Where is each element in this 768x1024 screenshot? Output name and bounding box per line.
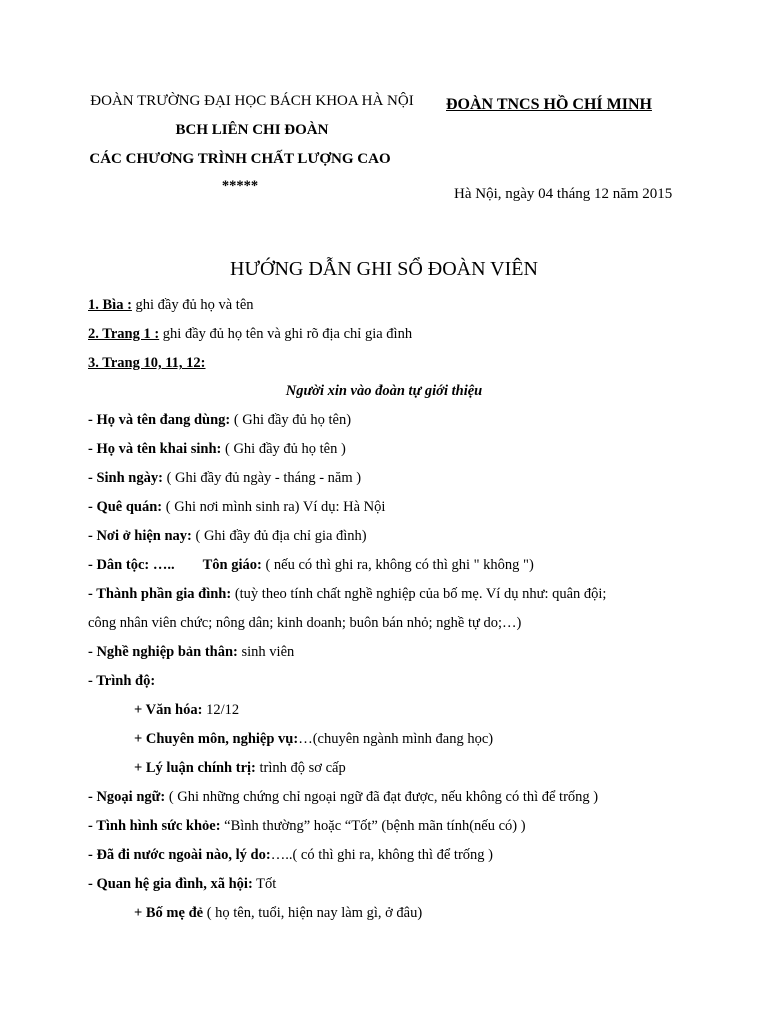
field-label: - Tình hình sức khỏe: <box>88 818 221 834</box>
section-2-label: 2. Trang 1 : <box>88 326 160 342</box>
header-org-line1: ĐOÀN TRƯỜNG ĐẠI HỌC BÁCH KHOA HÀ NỘI <box>90 93 414 109</box>
section-2-text: ghi đầy đủ họ tên và ghi rõ địa chỉ gia đình <box>159 326 413 342</box>
field-text: ( Ghi những chứng chỉ ngoại ngữ đã đạt được, nếu không có thì để trống ) <box>165 789 599 805</box>
field-education-level <box>88 673 155 690</box>
field-relations <box>88 876 276 893</box>
field-birth-name <box>88 441 346 458</box>
field-health <box>88 818 526 835</box>
field-current-address <box>88 528 367 545</box>
field-general-education <box>134 702 239 719</box>
field-current-name <box>88 412 351 429</box>
field-text: Tốt <box>252 876 277 892</box>
field-text: sinh viên <box>237 644 295 660</box>
field-label: - Họ và tên khai sinh: <box>88 441 222 457</box>
header-date: Hà Nội, ngày 04 tháng 12 năm 2015 <box>454 186 673 202</box>
field-label: - Quê quán: <box>88 499 163 515</box>
field-label: - Ngoại ngữ: <box>88 789 166 805</box>
field-ethnicity-religion <box>88 557 534 574</box>
field-text: ( Ghi đầy đủ địa chỉ gia đình) <box>191 528 367 544</box>
header-org-line2: BCH LIÊN CHI ĐOÀN <box>175 122 329 138</box>
field-label: - Dân tộc: ….. <box>88 557 175 573</box>
field-label: - Nghề nghiệp bản thân: <box>88 644 238 660</box>
field-specialization <box>134 731 493 748</box>
field-text: ( Ghi đầy đủ họ tên ) <box>221 441 346 457</box>
field-text: ( Ghi nơi mình sinh ra) Ví dụ: Hà Nội <box>162 499 386 515</box>
field-abroad <box>88 847 493 864</box>
field-hometown <box>88 499 385 516</box>
section-1-label: 1. Bìa : <box>88 297 132 313</box>
field-foreign-language <box>88 789 598 806</box>
section-3-label: 3. Trang 10, 11, 12: <box>88 355 206 371</box>
field-label: + Văn hóa: <box>134 702 203 718</box>
field-label: - Sinh ngày: <box>88 470 163 486</box>
header-union-title: ĐOÀN TNCS HỒ CHÍ MINH <box>446 96 652 113</box>
field-label: - Nơi ở hiện nay: <box>88 528 192 544</box>
field-text: ( nếu có thì ghi ra, không có thì ghi " không ") <box>261 557 534 573</box>
header-stars: ***** <box>221 178 259 194</box>
document-title: HƯỚNG DẪN GHI SỔ ĐOÀN VIÊN <box>230 258 538 280</box>
field-text: (tuỳ theo tính chất nghề nghiệp của bố mẹ. Ví dụ như: quân đội; <box>231 586 607 602</box>
field-occupation <box>88 644 294 661</box>
field-text: ( họ tên, tuổi, hiện nay làm gì, ở đâu) <box>203 905 423 921</box>
field-label: + Lý luận chính trị: <box>134 760 256 776</box>
field-label-religion: Tôn giáo: <box>202 557 262 573</box>
field-text: 12/12 <box>202 702 240 718</box>
field-label: - Trình độ: <box>88 673 156 689</box>
section-2 <box>88 326 412 343</box>
field-label: - Đã đi nước ngoài nào, lý do: <box>88 847 271 863</box>
field-text: “Bình thường” hoặc “Tốt” (bệnh mãn tính(nếu có) ) <box>220 818 526 834</box>
section-subtitle: Người xin vào đoàn tự giới thiệu <box>285 383 483 399</box>
field-label: + Bố mẹ đẻ <box>134 905 204 921</box>
field-text: ( Ghi đầy đủ họ tên) <box>230 412 352 428</box>
field-text: trình độ sơ cấp <box>255 760 346 776</box>
field-family-background-cont <box>88 615 521 632</box>
section-1-text: ghi đầy đủ họ và tên <box>131 297 254 313</box>
header-org-line3: CÁC CHƯƠNG TRÌNH CHẤT LƯỢNG CAO <box>89 151 391 167</box>
field-text: …(chuyên ngành mình đang học) <box>298 731 494 747</box>
field-text: công nhân viên chức; nông dân; kinh doanh; buôn bán nhỏ; nghề tự do;…) <box>88 615 522 631</box>
field-label: - Họ và tên đang dùng: <box>88 412 231 428</box>
field-text: …..( có thì ghi ra, không thì để trống ) <box>270 847 493 863</box>
section-1 <box>88 297 254 314</box>
field-label: - Thành phần gia đình: <box>88 586 232 602</box>
field-label: - Quan hệ gia đình, xã hội: <box>88 876 253 892</box>
section-3 <box>88 355 206 372</box>
field-parents <box>134 905 422 922</box>
field-label: + Chuyên môn, nghiệp vụ: <box>134 731 299 747</box>
field-text: ( Ghi đầy đủ ngày - tháng - năm ) <box>162 470 362 486</box>
field-birth-date <box>88 470 361 487</box>
field-political-theory <box>134 760 346 777</box>
field-family-background <box>88 586 606 603</box>
